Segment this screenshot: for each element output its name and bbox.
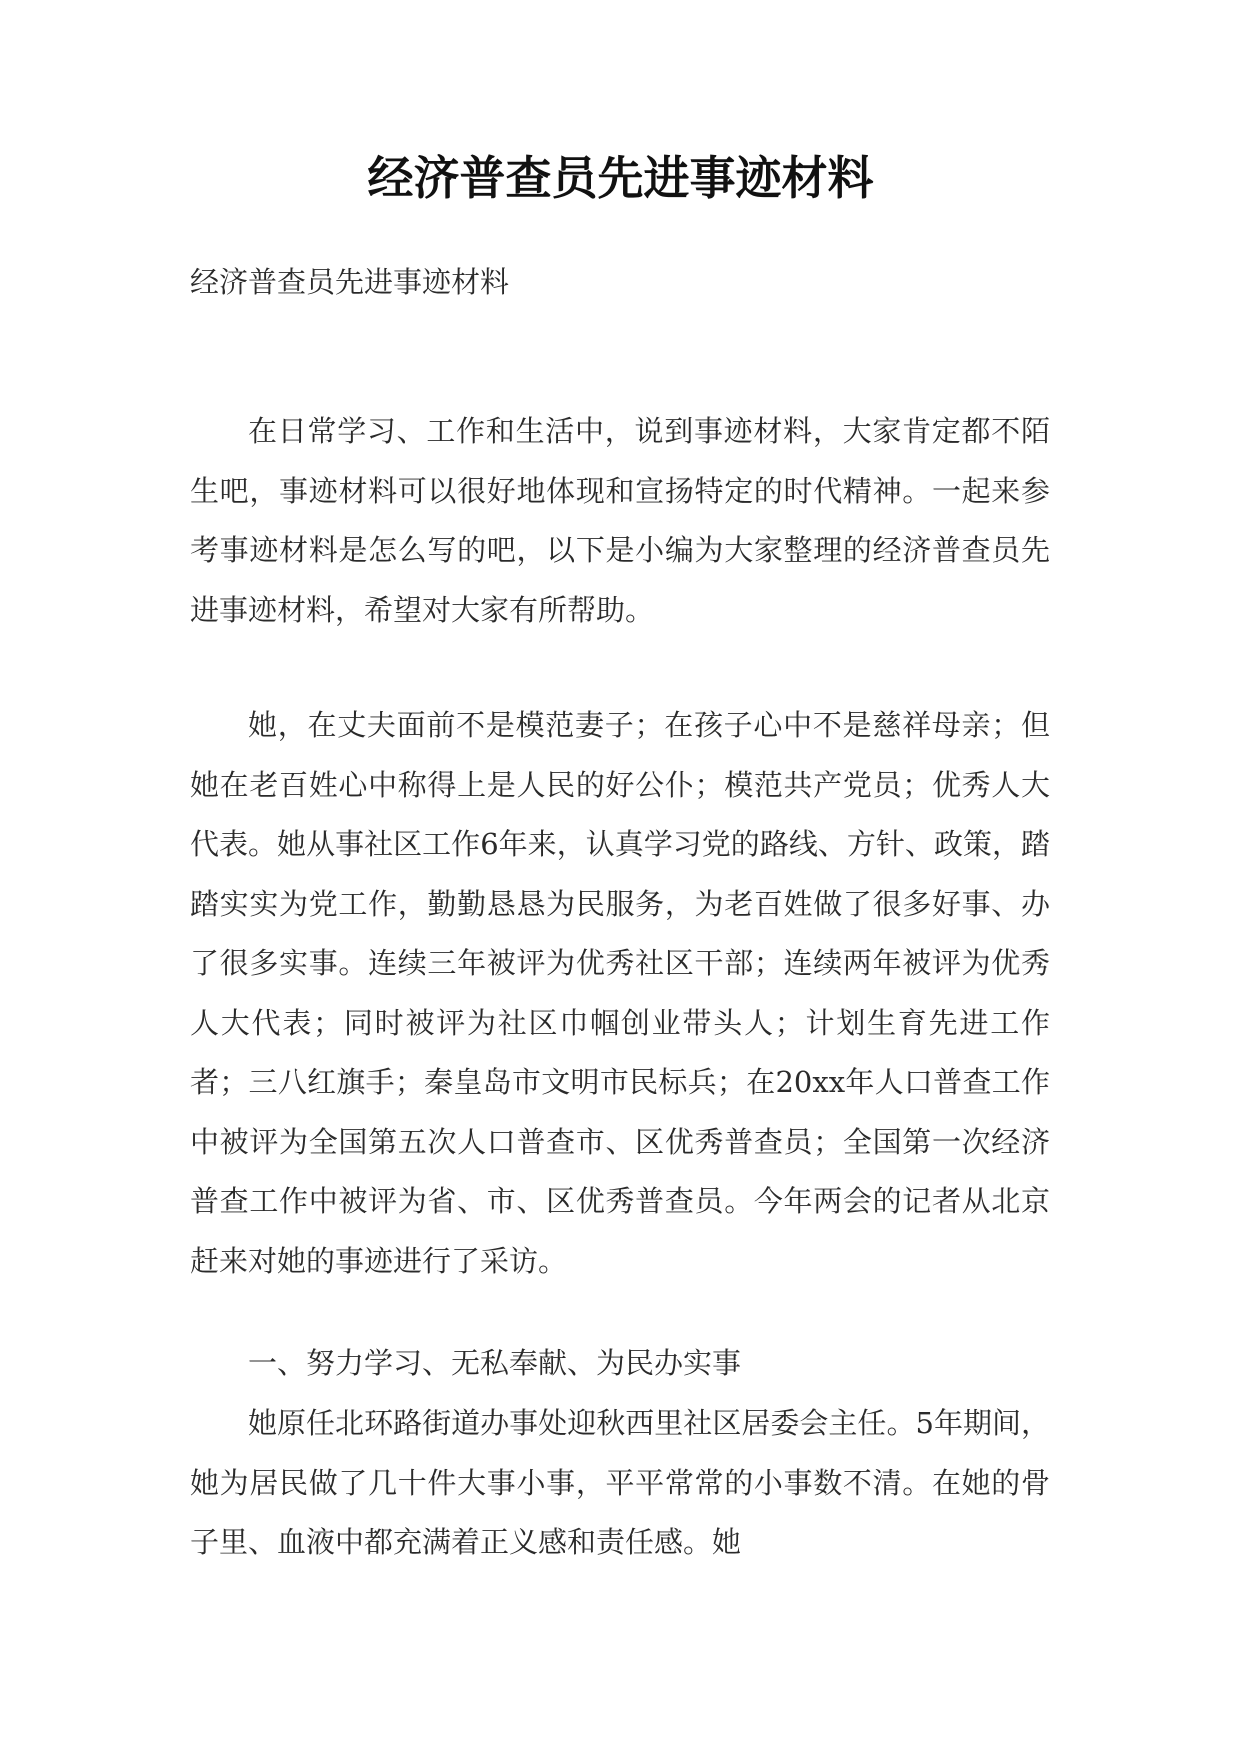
document-subtitle: 经济普查员先进事迹材料: [190, 265, 510, 299]
intro-paragraph: 在日常学习、工作和生活中，说到事迹材料，大家肯定都不陌生吧，事迹材料可以很好地体现和宣扬特定的时代精神。一起来参考事迹材料是怎么写的吧，以下是小编为大家整理的经济普查员先进事迹材料，希望对大家有所帮助。: [190, 414, 1050, 627]
document-title: 经济普查员先进事迹材料: [367, 151, 874, 205]
section-paragraph: 她原任北环路街道办事处迎秋西里社区居委会主任。5年期间，她为居民做了几十件大事小事，平平常常的小事数不清。在她的骨子里、血液中都充满着正义感和责任感。她: [190, 1406, 1050, 1559]
profile-paragraph: 她，在丈夫面前不是模范妻子；在孩子心中不是慈祥母亲；但她在老百姓心中称得上是人民的好公仆；模范共产党员；优秀人大代表。她从事社区工作6年来，认真学习党的路线、方针、政策，踏踏实实为党工作，勤勤恳恳为民服务，为老百姓做了很多好事、办了很多实事。连续三年被评为优秀社区干部；连续两年被评为优秀人大代表；同时被评为社区巾帼创业带头人；计划生育先进工作者；三八红旗手；秦皇岛市文明市民标兵；在20xx年人口普查工作中被评为全国第五次人口普查市、区优秀普查员；全国第一次经济普查工作中被评为省、市、区优秀普查员。今年两会的记者从北京赶来对她的事迹进行了采访。: [190, 708, 1050, 1278]
section-heading: 一、努力学习、无私奉献、为民办实事: [248, 1346, 742, 1380]
